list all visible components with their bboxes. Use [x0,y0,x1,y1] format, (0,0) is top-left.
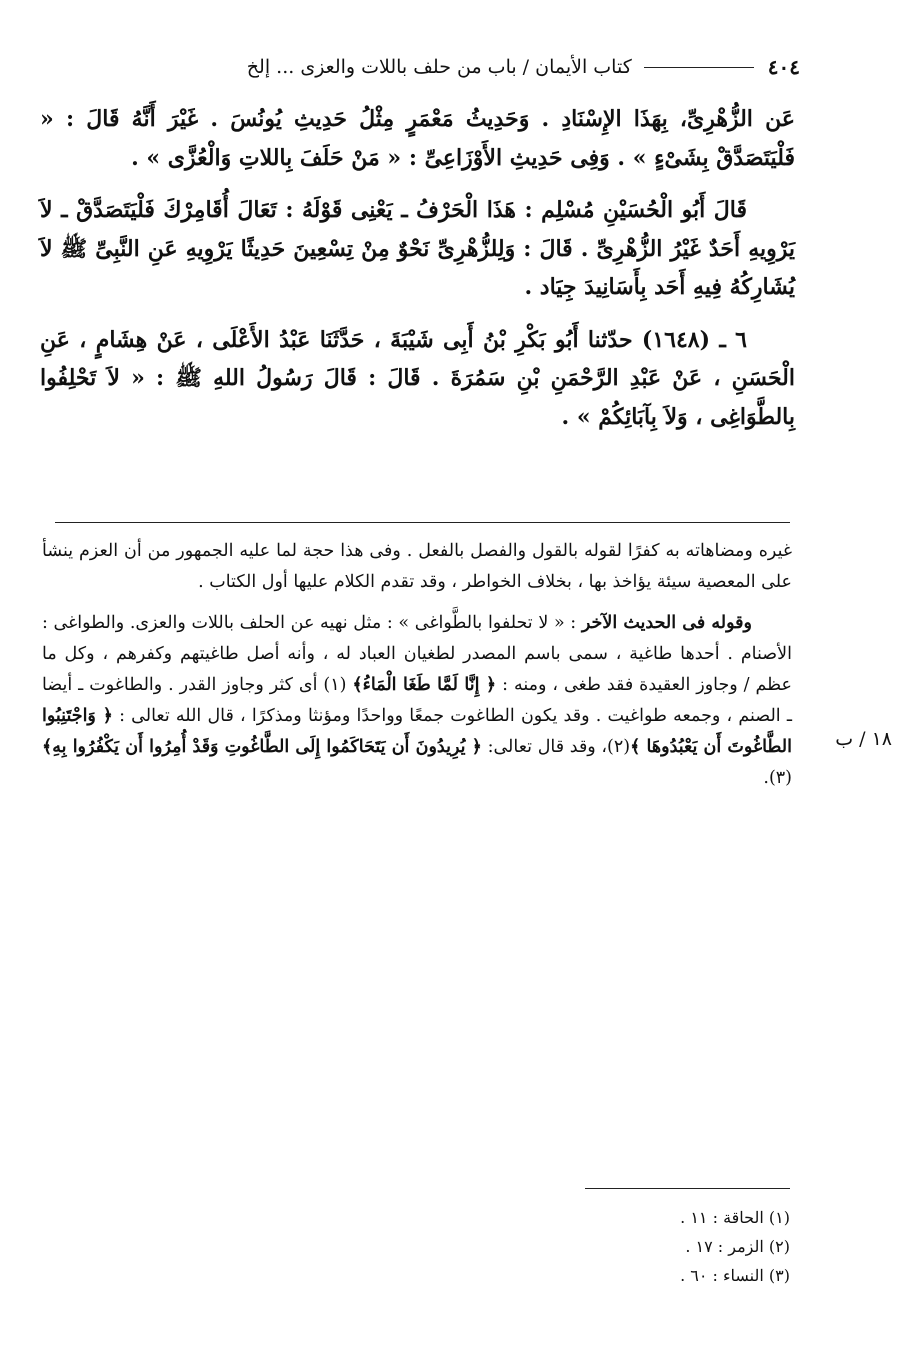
quran-quote-1: ﴿ إِنَّا لَمَّا طَغَا الْمَاءُ﴾ [352,675,497,695]
footnote-1: (١) الحاقة : ١١ . [680,1208,790,1227]
main-text-separator [55,522,790,523]
commentary-text [42,536,792,794]
main-paragraph-3: ٦ ـ (١٦٤٨) حدّثنا أَبُو بَكْرِ بْنُ أَبِى شَيْبَةَ ، حَدَّثَنَا عَبْدُ الأَعْلَى ، عَنْ هِشَامٍ ، عَنِ الْحَسَنِ ، عَنْ عَبْدِ الرَّحْمَنِ بْنِ سَمُرَةَ . قَالَ : قَالَ رَسُولُ اللهِ ﷺ : « لاَ تَحْلِفُوا بِالطَّوَاغِى ، وَلاَ بِآبَائِكُمْ » . [40,326,795,430]
commentary-text-part-3: (٢)، وقد قال تعالى: [487,737,631,757]
quran-quote-3: ﴿ يُرِيدُونَ أَن يَتَحَاكَمُوا إِلَى الطَّاغُوتِ وَقَدْ أُمِرُوا أَن يَكْفُرُوا بِهِ﴾ [42,737,482,757]
main-paragraph-1: عَن الزُّهْرِىِّ، بِهَذَا الإِسْنَادِ . وَحَدِيثُ مَعْمَرٍ مِثْلُ حَدِيثِ يُونُسَ . غَيْرَ أَنَّهُ قَالَ : « فَلْيَتَصَدَّقْ بِشَىْءٍ » . وَفِى حَدِيثِ الأَوْزَاعِىِّ : « مَنْ حَلَفَ بِاللاتِ وَالْعُزَّى » . [40,106,795,171]
footnotes [560,1203,790,1290]
footnote-separator [585,1188,790,1189]
page-header [40,52,800,82]
commentary-text-part-1: : « لا تحلفوا بالطَّواغى » : مثل نهيه عن الحلف باللات والعزى. والطواغى : الأصنام . أحدها طاغية ، سمى باسم المصدر لطغيان العباد له ، وأنه أصل طاغيتهم وكفرهم ، وكل ما عظم / وجاوز العقيدة فقد طغى ، ومنه : [42,613,792,695]
commentary-paragraph-2 [42,608,792,794]
footnote-2: (٢) الزمر : ١٧ . [685,1237,790,1256]
quran-quote-2: ﴿ وَاجْتَنِبُوا الطَّاغُوتَ أَن يَعْبُدُوهَا ﴾ [42,706,792,757]
main-text [40,100,795,436]
commentary-text-part-2: (١) أى كثر وجاوز القدر . والطاغوت ـ أيضا ـ الصنم ، وجمعه طواغيت . وقد يكون الطاغوت جمعًا وواحدًا ومؤنثا ومذكرًا ، قال الله تعالى : [42,675,792,726]
footnote-3: (٣) النساء : ٦٠ . [680,1266,790,1285]
commentary-paragraph-1: غيره ومضاهاته به كفرًا لقوله بالقول والفصل بالفعل . وفى هذا حجة لما عليه الجمهور من أن العزم ينشأ على المعصية سيئة يؤاخذ بها ، بخلاف الخواطر ، وقد تقدم الكلام عليها أول الكتاب . [42,541,792,592]
header-rule [644,67,754,68]
margin-folio-note: ١٨ / ب [835,728,892,750]
page-number: ٤٠٤ [767,55,800,79]
running-title: كتاب الأيمان / باب من حلف باللات والعزى ... إلخ [246,56,632,78]
commentary-text-part-4: (٣). [763,768,792,788]
main-paragraph-2: قَالَ أَبُو الْحُسَيْنِ مُسْلِم : هَذَا الْحَرْفُ ـ يَعْنِى قَوْلَهُ : تَعَالَ أُقَامِرْكَ فَلْيَتَصَدَّقْ ـ لاَ يَرْوِيهِ أَحَدٌ غَيْرُ الزُّهْرِىِّ . قَالَ : وَلِلزُّهْرِىِّ نَحْوٌ مِنْ تِسْعِينَ حَدِيثًا يَرْوِيهِ عَنِ النَّبِىِّ ﷺ لاَ يُشَارِكُهُ فِيهِ أَحَد بِأَسَانِيدَ جِيَاد . [40,197,795,300]
commentary-lead: وقوله فى الحديث الآخر [581,613,752,633]
